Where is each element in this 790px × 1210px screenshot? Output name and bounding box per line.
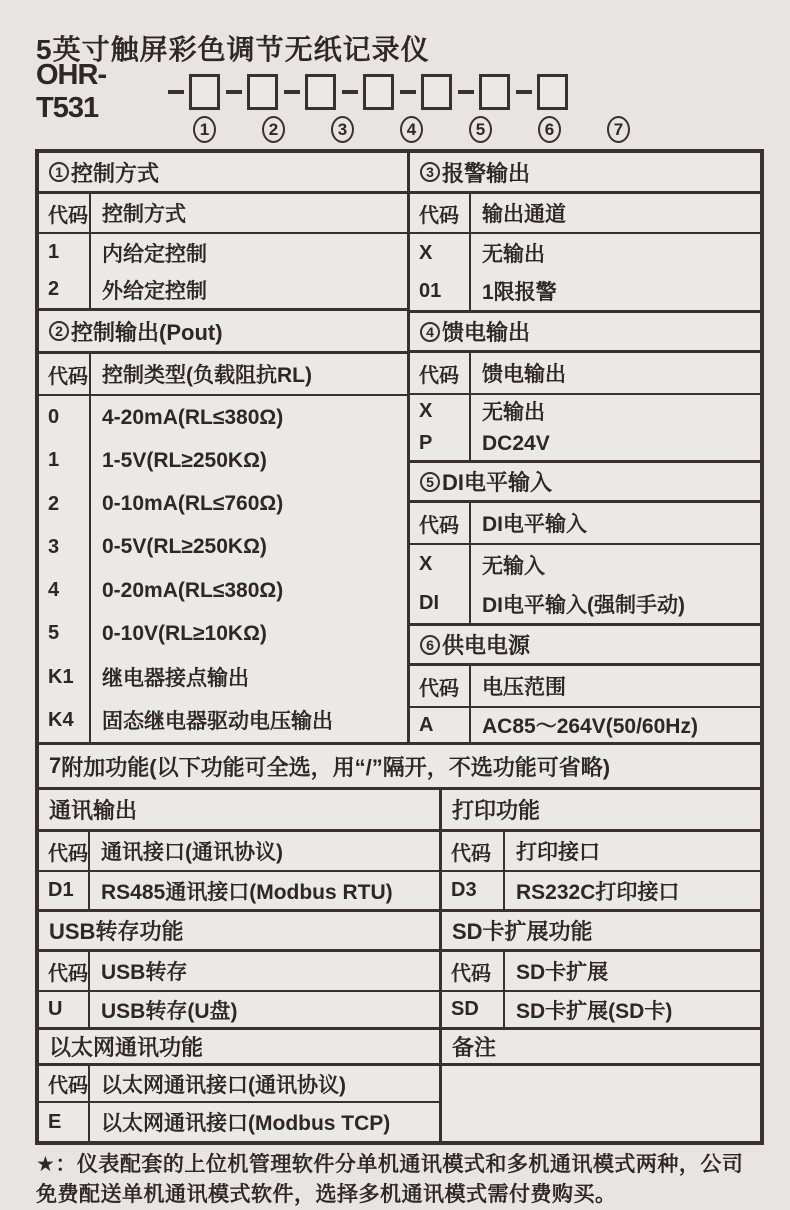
value-cell: [91, 234, 407, 308]
code-header-label: 代码: [48, 842, 88, 865]
column-header-row: [39, 194, 407, 234]
data-row: [442, 872, 760, 912]
code-text: 4: [48, 579, 60, 602]
position-number-7: 7: [607, 116, 630, 143]
spec-section: [442, 912, 760, 1030]
circled-number-6: 6: [420, 635, 440, 655]
section-header: [410, 313, 760, 353]
code-text: D3: [451, 879, 477, 901]
circled-number-7: 7: [49, 753, 62, 778]
section-header: [39, 1030, 439, 1066]
spec-section: [39, 311, 407, 742]
value-text: 4-20mA(RL≤380Ω): [102, 405, 284, 429]
code-text: 1: [48, 449, 60, 472]
column-header-row: [410, 666, 760, 708]
code-header-label: 代码: [451, 842, 491, 865]
section-title: 控制输出(Pout): [71, 319, 223, 345]
value-text: SD卡扩展(SD卡): [516, 999, 673, 1023]
section-header: [39, 311, 407, 354]
value-cell: [90, 872, 439, 909]
position-number-3: 3: [331, 116, 354, 143]
value-column-header: [471, 194, 760, 232]
circled-number-2: 2: [49, 321, 69, 341]
model-segment: [278, 74, 336, 110]
value-column-header: [90, 1066, 439, 1101]
code-header-label: 代码: [48, 1075, 88, 1097]
data-row: [410, 545, 760, 626]
code-column-header: [39, 194, 91, 232]
code-text: DI: [419, 592, 439, 614]
section-header: [442, 790, 760, 832]
data-row: [410, 708, 760, 742]
code-header-label: 代码: [451, 962, 491, 985]
model-code-box-2: [247, 74, 278, 110]
section-title: 打印功能: [452, 798, 541, 823]
section-header: [39, 912, 439, 952]
table-column-right: [407, 153, 760, 742]
circled-number-4: 4: [420, 322, 440, 342]
code-cell: [410, 234, 471, 310]
code-cell: [39, 396, 91, 742]
spec-section: [39, 790, 439, 912]
data-row: [39, 992, 439, 1030]
dash-wrap: [394, 90, 421, 94]
position-number-5: 5: [469, 116, 492, 143]
position-number-2: 2: [262, 116, 285, 143]
position-number-1: 1: [193, 116, 216, 143]
code-column-header: [410, 353, 471, 393]
value-text: 0-10mA(RL≤760Ω): [102, 492, 284, 516]
value-text: 内给定控制: [102, 242, 207, 266]
value-text: RS485通讯接口(Modbus RTU): [101, 880, 393, 904]
position-number-6: 6: [538, 116, 561, 143]
code-header-label: 代码: [48, 365, 88, 388]
value-column-header: [90, 952, 439, 990]
dash-wrap: [220, 90, 247, 94]
value-text: 无输出: [482, 243, 545, 266]
model-segment: [220, 74, 278, 110]
code-cell: [39, 1103, 90, 1141]
section-header: [410, 153, 760, 194]
data-row: [410, 234, 760, 313]
code-text: 3: [48, 535, 60, 558]
code-text: 5: [48, 622, 60, 645]
value-cell: [91, 396, 407, 742]
dash: [168, 90, 184, 94]
value-header-label: 输出通道: [482, 203, 566, 226]
circled-number-1: 1: [49, 162, 69, 182]
value-text: RS232C打印接口: [516, 880, 680, 904]
code-column-header: [410, 666, 471, 706]
section-title: 供电电源: [442, 633, 531, 658]
column-header-row: [410, 503, 760, 545]
code-text: 2: [48, 278, 60, 300]
dash-wrap: [336, 90, 363, 94]
spec-section: [39, 153, 407, 311]
code-text: P: [419, 432, 433, 455]
value-column-header: [471, 666, 760, 706]
value-text: DC24V: [482, 431, 550, 455]
column-header-row: [39, 1066, 439, 1103]
code-text: X: [419, 399, 433, 422]
dash: [400, 90, 416, 94]
value-header-label: SD卡扩展: [516, 961, 609, 984]
dash-wrap: [510, 90, 537, 94]
value-header-label: 以太网通讯接口(通讯协议): [101, 1073, 346, 1097]
value-text: 0-10V(RL≥10KΩ): [102, 621, 267, 645]
position-numbers-row: [36, 116, 630, 143]
code-column-header: [39, 952, 90, 990]
section-header: [39, 153, 407, 194]
value-text: 固态继电器驱动电压输出: [102, 710, 333, 734]
code-text: A: [419, 713, 434, 736]
section-title: 报警输出: [442, 160, 531, 186]
dash-wrap: [162, 90, 189, 94]
code-header-label: 代码: [419, 677, 459, 700]
section-title: 控制方式: [71, 160, 160, 186]
dash: [284, 90, 300, 94]
section-title: SD卡扩展功能: [452, 919, 593, 944]
value-text: DI电平输入(强制手动): [482, 593, 685, 617]
value-column-header: [471, 353, 760, 393]
value-column-header: [471, 503, 760, 543]
dash-wrap: [278, 90, 305, 94]
table-top-half: [39, 153, 760, 745]
dash: [516, 90, 532, 94]
value-cell: [471, 234, 760, 310]
code-text: X: [419, 241, 433, 264]
section-title: USB转存功能: [49, 919, 184, 944]
code-cell: [39, 872, 90, 909]
value-header-label: 通讯接口(通讯协议): [101, 841, 283, 864]
value-column-header: [505, 832, 760, 870]
model-code-box-6: [479, 74, 510, 110]
code-header-label: 代码: [48, 962, 88, 985]
spec-section: [410, 153, 760, 313]
code-header-label: 代码: [419, 204, 459, 227]
table-bottom-half: [39, 790, 760, 1141]
value-cell: [471, 395, 760, 460]
code-cell: [39, 992, 90, 1027]
table-bottom-column-left: [39, 790, 439, 1141]
section-title: DI电平输入: [442, 470, 553, 495]
column-header-row: [442, 952, 760, 992]
model-segment: [394, 74, 452, 110]
value-cell: [505, 872, 760, 909]
model-code-box-3: [305, 74, 336, 110]
value-text: 0-20mA(RL≤380Ω): [102, 578, 284, 602]
column-header-row: [442, 832, 760, 872]
dash: [458, 90, 474, 94]
page-title: 5英寸触屏彩色调节无纸记录仪: [36, 34, 430, 65]
value-text: 以太网通讯接口(Modbus TCP): [101, 1112, 391, 1135]
value-column-header: [505, 952, 760, 990]
circled-number-5: 5: [420, 472, 440, 492]
value-text: 1限报警: [482, 281, 557, 304]
value-column-header: [91, 354, 407, 394]
code-column-header: [39, 354, 91, 394]
model-code-box-5: [421, 74, 452, 110]
model-code-box-1: [189, 74, 220, 110]
value-header-label: 控制方式: [102, 203, 186, 226]
code-cell: [442, 872, 505, 909]
code-cell: [410, 708, 471, 742]
table-bottom-column-right: [439, 790, 760, 1141]
value-header-label: 控制类型(负载阻抗RL): [102, 364, 312, 387]
code-header-label: 代码: [419, 364, 459, 387]
value-cell: [90, 1103, 439, 1141]
data-row: [39, 1103, 439, 1141]
value-header-label: DI电平输入: [482, 513, 587, 536]
code-header-label: 代码: [48, 204, 88, 227]
footnote: ★：仪表配套的上位机管理软件分单机通讯模式和多机通讯模式两种，公司免费配送单机通讯模式软件，选择多机通讯模式需付费购买。: [36, 1153, 744, 1206]
section-title: 备注: [452, 1035, 497, 1060]
column-header-row: [410, 353, 760, 395]
spec-section: [442, 1030, 760, 1141]
spec-section: [410, 626, 760, 742]
section-title: 以太网通讯功能: [49, 1035, 204, 1060]
value-text: 1-5V(RL≥250KΩ): [102, 448, 267, 472]
column-header-row: [39, 832, 439, 872]
column-header-row: [410, 194, 760, 234]
code-column-header: [442, 832, 505, 870]
section-header: [442, 1030, 760, 1066]
spec-section: [39, 912, 439, 1030]
dash: [342, 90, 358, 94]
value-cell: [90, 992, 439, 1027]
code-text: E: [48, 1110, 62, 1133]
code-text: K1: [48, 665, 74, 688]
spec-section: [410, 463, 760, 626]
model-segment: [162, 74, 220, 110]
empty-cell: [442, 1066, 760, 1141]
code-text: 01: [419, 279, 442, 302]
value-column-header: [91, 194, 407, 232]
spec-section: [39, 1030, 439, 1141]
code-cell: [410, 395, 471, 460]
code-column-header: [410, 503, 471, 543]
value-text: AC85～264V(50/60Hz): [482, 715, 698, 738]
value-header-label: USB转存: [101, 961, 188, 984]
code-text: K4: [48, 708, 74, 731]
section-title: 通讯输出: [49, 798, 138, 823]
model-code-box-7: [537, 74, 568, 110]
code-cell: [410, 545, 471, 623]
data-row: [410, 395, 760, 463]
code-text: 2: [48, 492, 60, 515]
code-header-label: 代码: [419, 514, 459, 537]
value-header-label: 打印接口: [516, 841, 600, 864]
code-text: D1: [48, 879, 74, 901]
model-code-box-4: [363, 74, 394, 110]
section-header: [442, 912, 760, 952]
code-column-header: [442, 952, 505, 990]
value-cell: [471, 545, 760, 623]
data-row: [39, 234, 407, 311]
value-header-label: 馈电输出: [482, 363, 566, 386]
code-column-header: [39, 1066, 90, 1101]
data-row: [39, 396, 407, 742]
circled-number-3: 3: [420, 162, 440, 182]
code-column-header: [410, 194, 471, 232]
position-number-4: 4: [400, 116, 423, 143]
spec-section: [442, 790, 760, 912]
code-text: 0: [48, 406, 60, 429]
value-text: 无输入: [482, 554, 545, 578]
dash-wrap: [452, 90, 479, 94]
model-prefix: OHR-T531: [36, 59, 107, 124]
model-segment: [452, 74, 510, 110]
section-header: [39, 790, 439, 832]
column-header-row: [39, 952, 439, 992]
table-column-left: [39, 153, 407, 742]
section-title: 馈电输出: [442, 320, 531, 345]
value-text: 外给定控制: [102, 279, 207, 303]
data-row: [442, 1066, 760, 1141]
value-text: 0-5V(RL≥250KΩ): [102, 535, 267, 559]
code-text: U: [48, 998, 63, 1020]
section-header: [410, 626, 760, 666]
value-cell: [471, 708, 760, 742]
section-7-header: [39, 745, 760, 790]
value-cell: [505, 992, 760, 1027]
dash: [226, 90, 242, 94]
code-cell: [442, 992, 505, 1027]
value-header-label: 电压范围: [482, 676, 566, 699]
spec-section: [410, 313, 760, 463]
section-header: [410, 463, 760, 503]
column-header-row: [39, 354, 407, 396]
value-column-header: [90, 832, 439, 870]
code-text: 1: [48, 241, 60, 263]
value-text: 无输出: [482, 401, 545, 425]
data-row: [39, 872, 439, 912]
value-text: 继电器接点输出: [102, 667, 249, 691]
model-segment: [336, 74, 394, 110]
model-segment: [510, 74, 568, 110]
section-7-title: 附加功能(以下功能可全选，用“/”隔开，不选功能可省略): [61, 754, 611, 780]
code-cell: [39, 234, 91, 308]
value-text: USB转存(U盘): [101, 999, 238, 1023]
code-text: SD: [451, 998, 479, 1020]
code-column-header: [39, 832, 90, 870]
ordering-spec-table: [35, 149, 764, 1145]
code-text: X: [419, 553, 433, 575]
data-row: [442, 992, 760, 1030]
model-number-line: [36, 59, 568, 124]
